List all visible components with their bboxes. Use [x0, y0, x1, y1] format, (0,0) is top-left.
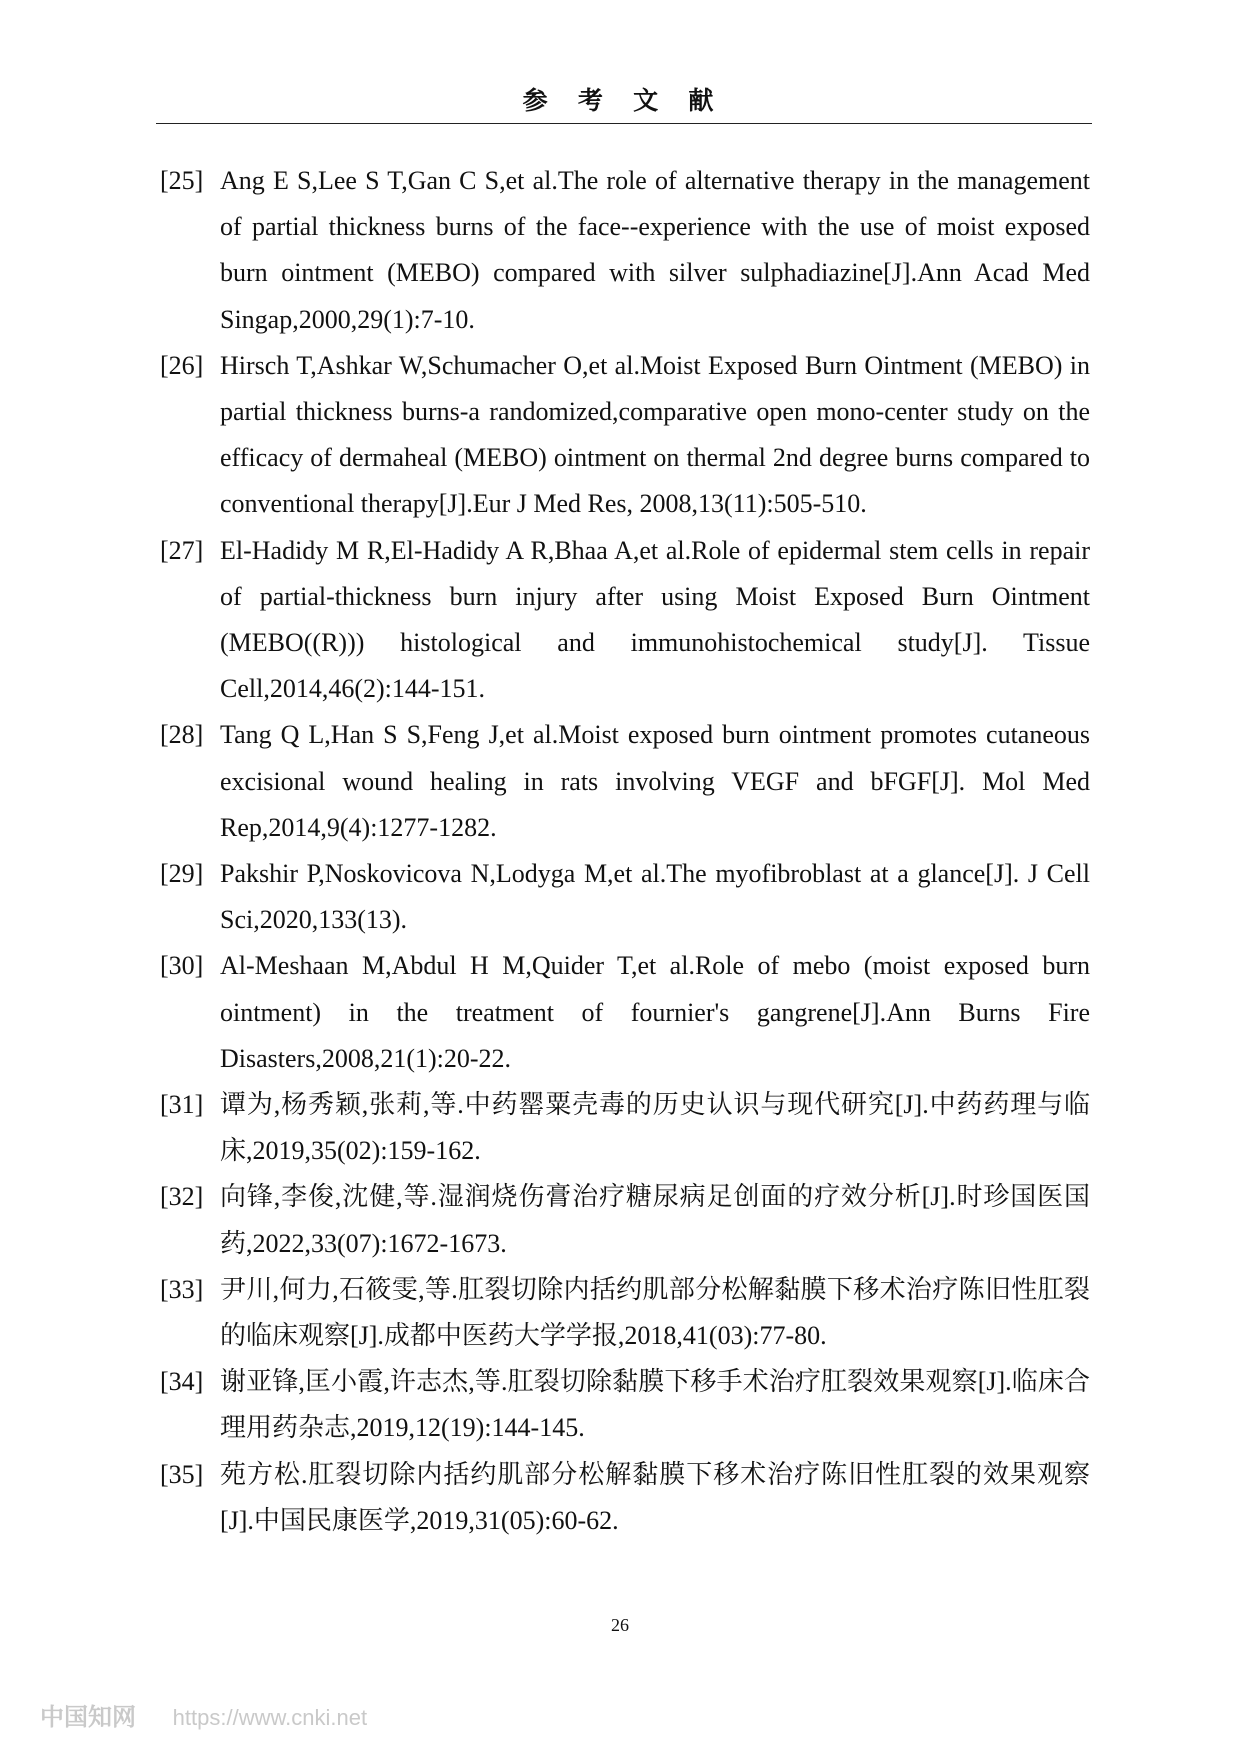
reference-number: [30]: [160, 951, 204, 981]
reference-item-30: [160, 943, 1090, 1082]
reference-text: 谭为,杨秀颖,张莉,等.中药罂粟壳毒的历史认识与现代研究[J].中药药理与临床,2019,35(02):159-162.: [220, 1090, 1090, 1166]
reference-text: Ang E S,Lee S T,Gan C S,et al.The role of alternative therapy in the management of partial thickness burns of the face--experience with the use of moist exposed burn ointment (MEBO) compared with silver sulphadiazine[J].Ann Acad Med Singap,2000,29(1):7-10.: [220, 166, 1090, 334]
reference-item-28: [160, 712, 1090, 851]
reference-text: El-Hadidy M R,El-Hadidy A R,Bhaa A,et al.Role of epidermal stem cells in repair of partial-thickness burn injury after using Moist Exposed Burn Ointment (MEBO((R))) histological and immunohistochemical study[J]. Tissue Cell,2014,46(2):144-151.: [220, 535, 1090, 704]
reference-number: [28]: [160, 720, 204, 750]
watermark-site: 中国知网: [40, 1704, 136, 1731]
reference-text: 谢亚锋,匡小霞,许志杰,等.肛裂切除黏膜下移手术治疗肛裂效果观察[J].临床合理用药杂志,2019,12(19):144-145.: [220, 1367, 1090, 1443]
reference-text: 苑方松.肛裂切除内括约肌部分松解黏膜下移术治疗陈旧性肛裂的效果观察[J].中国民康医学,2019,31(05):60-62.: [220, 1459, 1090, 1535]
reference-text: 尹川,何力,石筱雯,等.肛裂切除内括约肌部分松解黏膜下移术治疗陈旧性肛裂的临床观察[J].成都中医药大学学报,2018,41(03):77-80.: [220, 1274, 1090, 1351]
reference-text: Hirsch T,Ashkar W,Schumacher O,et al.Moist Exposed Burn Ointment (MEBO) in partial thickness burns-a randomized,comparative open mono-center study on the efficacy of dermaheal (MEBO) ointment on thermal 2nd degree burns compared to conventional therapy[J].Eur J Med Res, 2008,13(11):505-510.: [220, 350, 1090, 519]
reference-item-31: [160, 1082, 1090, 1174]
reference-text: 向锋,李俊,沈健,等.湿润烧伤膏治疗糖尿病足创面的疗效分析[J].时珍国医国药,2022,33(07):1672-1673.: [220, 1182, 1090, 1258]
reference-number: [29]: [160, 859, 204, 889]
reference-item-27: [160, 528, 1090, 713]
reference-item-34: [160, 1359, 1090, 1451]
reference-item-25: [160, 158, 1090, 343]
reference-number: [32]: [160, 1182, 204, 1212]
reference-item-32: [160, 1174, 1090, 1266]
reference-number: [34]: [160, 1367, 204, 1397]
reference-item-33: [160, 1267, 1090, 1359]
reference-number: [25]: [160, 166, 204, 195]
reference-number: [31]: [160, 1090, 204, 1120]
reference-list: [160, 158, 1090, 1544]
page-number: 26: [611, 1615, 629, 1635]
reference-number: [33]: [160, 1274, 204, 1304]
watermark-url: https://www.cnki.net: [172, 1705, 368, 1730]
reference-item-35: [160, 1452, 1090, 1544]
page-title: 参 考 文 献: [522, 88, 726, 115]
reference-text: Tang Q L,Han S S,Feng J,et al.Moist exposed burn ointment promotes cutaneous excisional wound healing in rats involving VEGF and bFGF[J]. Mol Med Rep,2014,9(4):1277-1282.: [220, 720, 1090, 842]
header-rule: [156, 123, 1092, 124]
reference-number: [27]: [160, 535, 204, 565]
reference-item-29: [160, 851, 1090, 943]
watermark: [40, 1703, 367, 1733]
reference-number: [35]: [160, 1459, 204, 1489]
reference-text: Al-Meshaan M,Abdul H M,Quider T,et al.Role of mebo (moist exposed burn ointment) in the treatment of fournier's gangrene[J].Ann Burns Fire Disasters,2008,21(1):20-22.: [220, 951, 1090, 1073]
reference-item-26: [160, 343, 1090, 528]
reference-text: Pakshir P,Noskovicova N,Lodyga M,et al.The myofibroblast at a glance[J]. J Cell Sci,2020,133(13).: [220, 859, 1090, 935]
reference-number: [26]: [160, 350, 204, 380]
